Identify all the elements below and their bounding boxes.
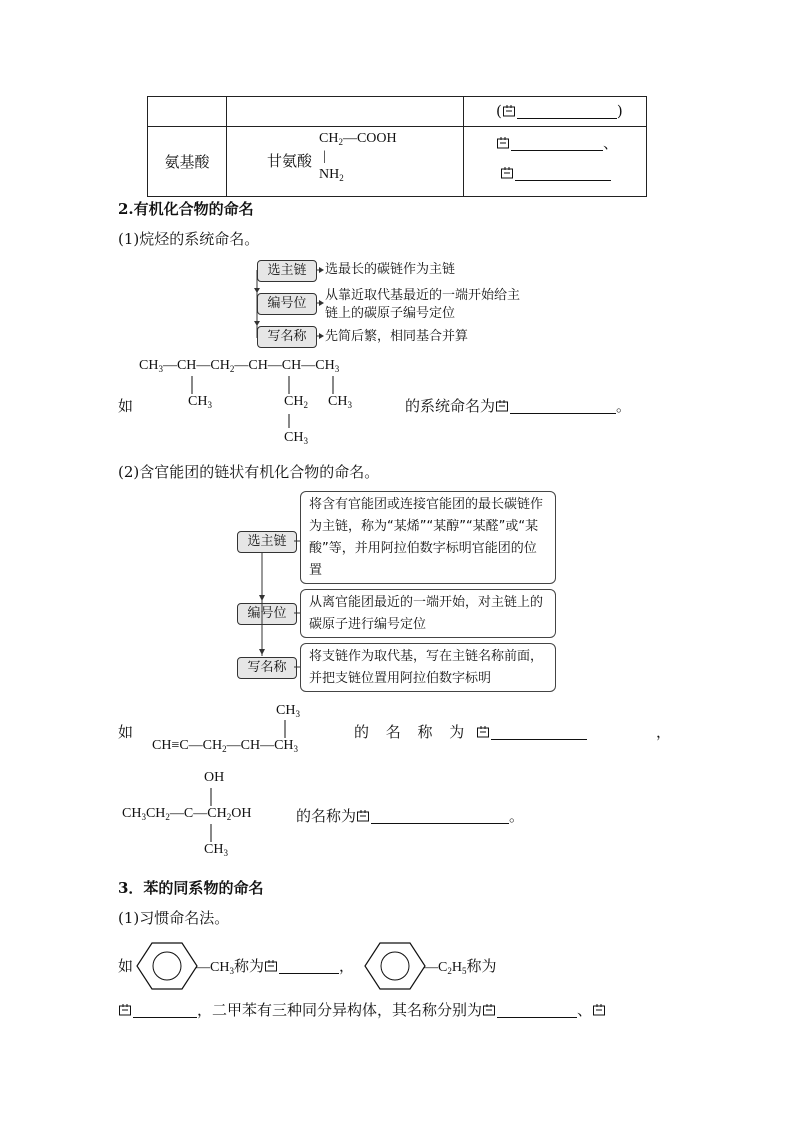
alkyne-top-methyl: $CH_3$ (276, 703, 300, 719)
flow2-desc-3: 将支链作为取代基，写在主链名称前面，并把支链位置用阿拉伯数字标明 (300, 643, 556, 692)
toluene-line: $—CH_3$称为 ， (196, 957, 354, 976)
answer-marker-icon (356, 809, 370, 823)
answer-marker-icon (502, 104, 516, 118)
flow-desc-3: 先简后繁，相同基合并算 (325, 329, 469, 344)
answer-marker-icon (482, 1003, 496, 1017)
example2-prefix: 如 (118, 723, 134, 741)
flow2-arrows (230, 528, 305, 678)
flow2-desc-1: 将含有官能团或连接官能团的最长碳链作为主链，称为“某烯”“某醇”“某醛”或“某酸”等，并用阿拉伯数字标明官能团的位置 (300, 491, 556, 584)
benzene-ring-icon (136, 940, 200, 992)
flow-desc-2: 从靠近取代基最近的一端开始给主 (325, 288, 521, 303)
answer-blank[interactable] (491, 723, 587, 740)
answer-marker-icon (592, 1003, 606, 1017)
answer-marker-icon (476, 725, 490, 739)
alkane-branch-3: $CH_3$ (328, 394, 352, 410)
separator: 、 (603, 134, 619, 152)
glycine-bond: | (323, 149, 326, 164)
answer-blank[interactable] (497, 1001, 577, 1018)
benzene-ring-icon (364, 940, 428, 992)
answer-blank[interactable] (371, 807, 509, 824)
answer-marker-icon (500, 166, 514, 180)
answer-blank[interactable] (133, 1001, 197, 1018)
paren-open: ( (496, 102, 502, 120)
flow-desc-2b: 链上的碳原子编号定位 (325, 306, 456, 321)
flow-arrows (250, 258, 330, 350)
answer-blank[interactable] (515, 164, 611, 181)
table-cell (148, 97, 227, 127)
subsection-functional-naming: (2)含官能团的链状有机化合物的命名。 (118, 463, 380, 481)
section-title-benzene: 3．苯的同系物的命名 (118, 879, 264, 897)
alkane-main-chain: $CH_3—CH—CH_2—CH—CH—CH_3$ (139, 358, 340, 374)
alcohol-oh: OH (204, 770, 225, 785)
example1-answer-line: 的系统命名为 。 (405, 397, 632, 415)
answer-marker-icon (495, 399, 509, 413)
example-prefix: 如 (118, 397, 134, 415)
answer-line-1 (496, 133, 618, 153)
section-title-naming: 2.有机化合物的命名 (118, 200, 254, 218)
flow2-step-number: 编号位 (237, 603, 297, 625)
glycine-structure-top: $CH_2—COOH$ (319, 131, 397, 147)
alcohol-bottom-methyl: $CH_3$ (204, 842, 228, 858)
table-cell-category (148, 127, 227, 197)
answer-marker-icon (118, 1003, 132, 1017)
glycine-name: 甘氨酸 (267, 152, 313, 170)
ethyl-group: $—C_2H_5$ (424, 960, 467, 976)
subsection-common-naming: (1)习惯命名法。 (118, 909, 230, 927)
table-cell (227, 97, 464, 127)
answer-blank[interactable] (511, 134, 603, 151)
answer-line-2 (500, 163, 611, 183)
answer-blank[interactable] (279, 957, 339, 974)
glycine-structure-bottom: $NH_2$ (319, 167, 344, 183)
flow-step-number: 编号位 (257, 293, 317, 315)
table-cell-answers (464, 127, 647, 197)
flow2-step-write-name: 写名称 (237, 657, 297, 679)
table-cell-example (227, 127, 464, 197)
answer-blank[interactable] (517, 102, 617, 119)
subsection-alkane-naming: (1)烷烃的系统命名。 (118, 230, 260, 248)
alkane-branch-1: $CH_3$ (188, 394, 212, 410)
answer-marker-icon (496, 136, 510, 150)
example2-end: ， (656, 723, 672, 741)
flow-step-select-chain: 选主链 (257, 260, 317, 282)
answer-blank[interactable] (510, 397, 616, 414)
alkane-branch-4: $CH_3$ (284, 430, 308, 446)
methyl-group: $—CH_3$ (196, 960, 234, 976)
alkane-branch-2: $CH_2$ (284, 394, 308, 410)
flow-step-write-name: 写名称 (257, 326, 317, 348)
paren-close: ) (616, 102, 623, 120)
alkyne-bond (280, 720, 290, 740)
amino-acid-table (147, 96, 647, 197)
example2-answer-line: 的 名 称 为 (354, 722, 587, 742)
flow-desc-1: 选最长的碳链作为主链 (325, 262, 456, 277)
flow2-step-select-chain: 选主链 (237, 531, 297, 553)
ethylbenzene-line: $—C_2H_5$称为 (424, 957, 497, 976)
category-label: 氨基酸 (164, 152, 210, 171)
table-cell (464, 97, 647, 127)
alkyne-main: $CH\equiv C—CH_2—CH—CH_3$ (152, 738, 299, 754)
xylene-line: ，二甲苯有三种同分异构体，其名称分别为 、 (118, 1000, 607, 1020)
example3-answer-line: 的名称为 。 (296, 807, 525, 825)
flow2-desc-2: 从离官能团最近的一端开始，对主链上的碳原子进行编号定位 (300, 589, 556, 638)
alcohol-main: $CH_3CH_2—C—CH_2OH$ (122, 806, 252, 822)
benzene-example-prefix: 如 (118, 957, 134, 975)
answer-marker-icon (264, 959, 278, 973)
